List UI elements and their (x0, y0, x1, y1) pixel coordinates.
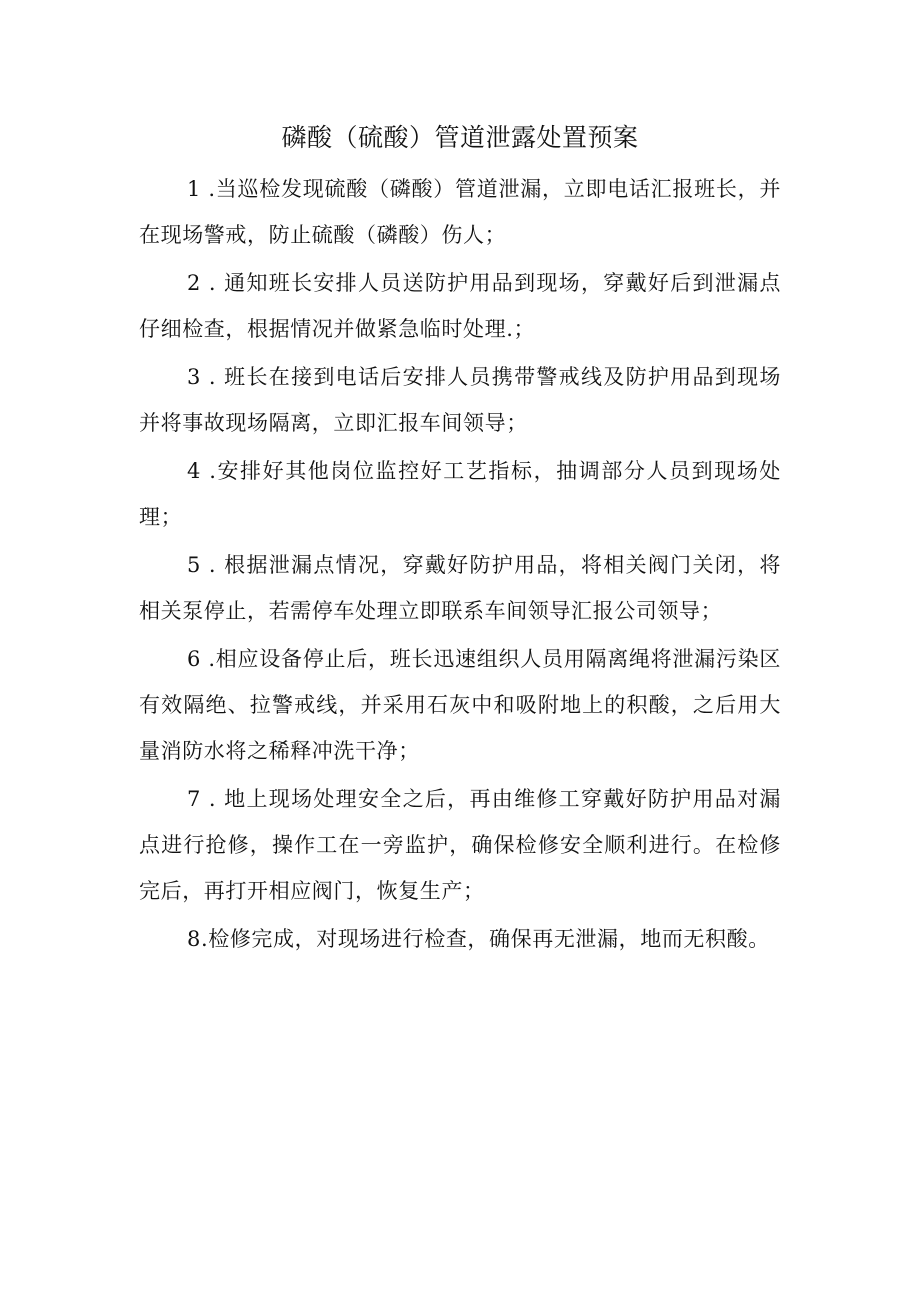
procedure-step-7: 7 . 地上现场处理安全之后，再由维修工穿戴好防护用品对漏点进行抢修，操作工在一旁监护，确保检修安全顺利进行。在检修完后，再打开相应阀门，恢复生产； (139, 787, 781, 903)
document-body (139, 166, 781, 964)
procedure-step-8: 8.检修完成，对现场进行检查，确保再无泄漏，地而无积酸。 (187, 927, 770, 951)
procedure-step-5: 5 . 根据泄漏点情况，穿戴好防护用品，将相关阀门关闭，将相关泵停止，若需停车处理立即联系车间领导汇报公司领导； (139, 553, 781, 623)
procedure-step-3: 3 . 班长在接到电话后安排人员携带警戒线及防护用品到现场并将事故现场隔离，立即汇报车间领导； (139, 365, 781, 435)
procedure-step-6: 6 .相应设备停止后，班长迅速组织人员用隔离绳将泄漏污染区有效隔绝、拉警戒线，并采用石灰中和吸附地上的积酸，之后用大量消防水将之稀释冲洗干净； (139, 647, 781, 763)
procedure-step-2: 2 . 通知班长安排人员送防护用品到现场，穿戴好后到泄漏点仔细检查，根据情况并做紧急临时处理.； (139, 271, 781, 341)
procedure-step-1: 1 .当巡检发现硫酸（磷酸）管道泄漏，立即电话汇报班长，并在现场警戒，防止硫酸（磷酸）伤人； (139, 177, 781, 247)
procedure-step-4: 4 .安排好其他岗位监控好工艺指标，抽调部分人员到现场处理； (139, 459, 781, 529)
document-title: 磷酸（硫酸）管道泄露处置预案 (281, 123, 639, 152)
